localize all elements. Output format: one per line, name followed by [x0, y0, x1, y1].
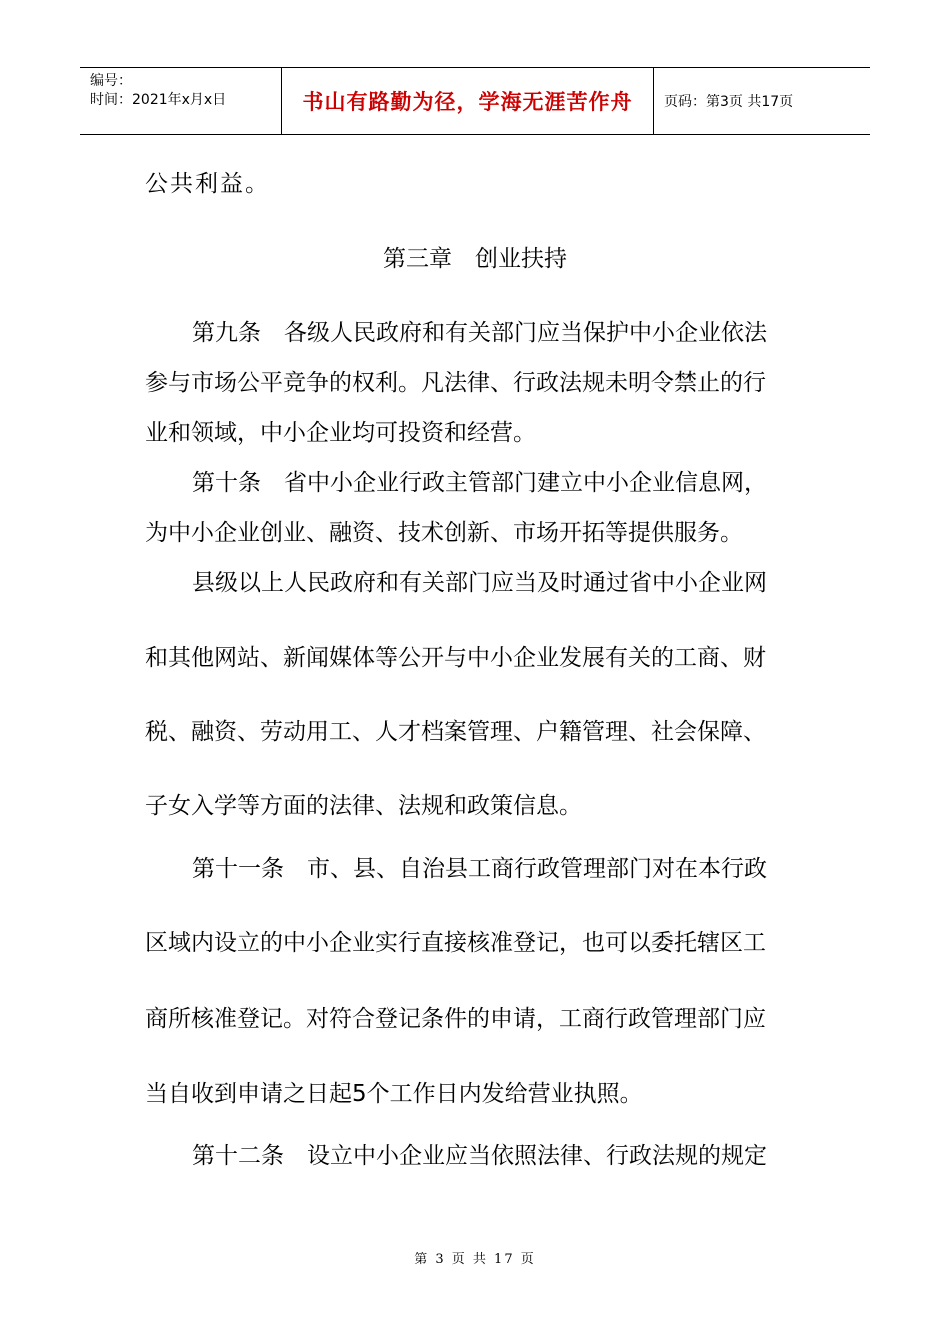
body-line: 当自收到申请之日起5个工作日内发给营业执照。: [145, 1081, 643, 1107]
body-line: 公共利益。: [145, 171, 270, 197]
body-line: 商所核准登记。对符合登记条件的申请，工商行政管理部门应: [145, 1006, 766, 1032]
body-line: 参与市场公平竞争的权利。凡法律、行政法规未明令禁止的行: [145, 370, 766, 396]
header-motto: 书山有路勤为径，学海无涯苦作舟: [282, 68, 654, 134]
page-footer: 第 3 页 共 17 页: [414, 1252, 536, 1267]
chapter-heading: [0, 248, 950, 271]
body-line: 业和领域，中小企业均可投资和经营。: [145, 420, 536, 446]
header-page-info: 页码：第3页 共17页: [664, 94, 794, 110]
document-date: 时间：2021年x月x日: [90, 92, 227, 108]
document-number: 编号：: [90, 73, 132, 89]
body-line: 子女入学等方面的法律、法规和政策信息。: [145, 793, 582, 819]
chapter-title: 创业扶持: [475, 246, 567, 272]
header-meta: [80, 68, 282, 134]
article-11-line: 第十一条 市、县、自治县工商行政管理部门对在本行政: [192, 856, 767, 882]
page-header: [80, 67, 870, 135]
article-10-line: 第十条 省中小企业行政主管部门建立中小企业信息网，: [192, 470, 767, 496]
body-line: 税、融资、劳动用工、人才档案管理、户籍管理、社会保障、: [145, 719, 766, 745]
chapter-number: 第三章: [383, 246, 452, 272]
article-12-line: 第十二条 设立中小企业应当依照法律、行政法规的规定: [192, 1143, 767, 1169]
body-line: 为中小企业创业、融资、技术创新、市场开拓等提供服务。: [145, 520, 743, 546]
article-9-line: 第九条 各级人民政府和有关部门应当保护中小企业依法: [192, 320, 767, 346]
body-line: 区域内设立的中小企业实行直接核准登记，也可以委托辖区工: [145, 930, 766, 956]
body-line: 和其他网站、新闻媒体等公开与中小企业发展有关的工商、财: [145, 645, 766, 671]
body-line: 县级以上人民政府和有关部门应当及时通过省中小企业网: [192, 570, 767, 596]
